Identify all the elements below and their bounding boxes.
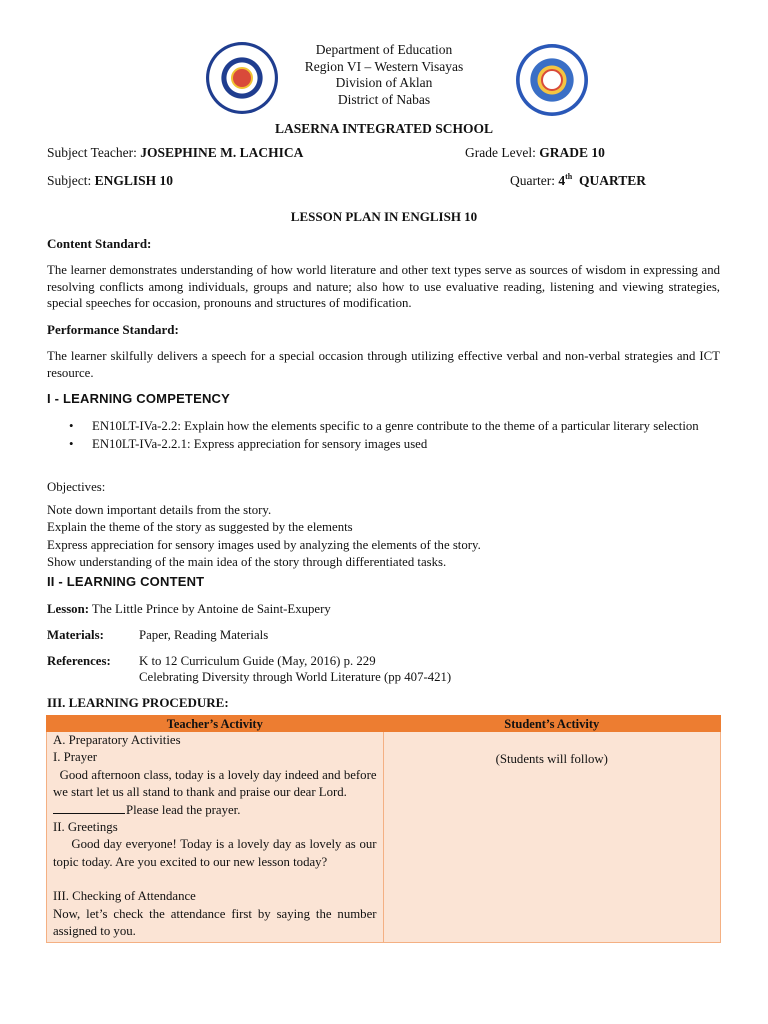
quarter-number: 4 [558,173,566,188]
greetings-title: II. Greetings [53,820,118,835]
teacher-activity-cell [47,732,384,943]
procedure-table [46,715,721,943]
objectives-list [47,502,720,572]
students-follow-text: (Students will follow) [495,752,608,767]
objective-text: Show understanding of the main idea of the story through differentiated tasks. [47,555,447,570]
attendance-text: Now, let’s check the attendance first by saying the number assigned to you. [53,906,377,939]
spacer [53,871,377,888]
header-division: Division of Aklan [335,75,433,90]
learning-competency-heading: I - LEARNING COMPETENCY [47,391,230,406]
content-standard-text: The learner demonstrates understanding of how world literature and other text types serve as sources of wisdom in expressing and resolving conflicts among individuals, groups and nature; also how to use evaluative reading, listening and viewing strategies, special speeches for occasion, pronouns and structures of modification. [47,262,720,311]
performance-standard-text: The learner skilfully delivers a speech for a special occasion through utilizing effective verbal and non-verbal strategies and ICT resource. [47,348,720,380]
school-seal-emblem [541,69,563,91]
procedure-table-header-row [47,716,721,732]
objective-item [47,519,720,537]
reference-item: K to 12 Curriculum Guide (May, 2016) p. 229 [139,654,376,668]
header-region: Region VI – Western Visayas [304,58,464,74]
learning-procedure-heading: III. LEARNING PROCEDURE: [47,695,229,710]
competency-text: EN10LT-IVa-2.2.1: Express appreciation for sensory images used [92,437,428,452]
quarter-label: Quarter: [510,173,555,188]
content-standard-section [47,236,720,312]
teacher-label: Subject Teacher: [47,145,137,160]
lesson-row [47,601,331,618]
competency-item [67,436,722,452]
teacher-value: JOSEPHINE M. LACHICA [140,145,304,160]
reference-item: Celebrating Diversity through World Literature (pp 407-421) [139,670,452,684]
procedure-table-row [47,732,721,943]
student-activity-header: Student’s Activity [383,716,720,732]
header-address [0,42,768,108]
prayer-text: Good afternoon class, today is a lovely day indeed and before we start let us all stand to thank and praise our dear Lord. [53,767,380,800]
document-header [0,40,768,120]
competency-text: EN10LT-IVa-2.2: Explain how the elements specific to a genre contribute to the theme of a particular literary selection [92,419,699,433]
quarter-suffix: th [565,172,573,181]
subject-label: Subject: [47,173,92,188]
objectives-heading: Objectives: [47,480,106,494]
performance-standard-heading: Performance Standard: [47,322,179,337]
objective-item [47,502,720,520]
objective-text: Note down important details from the story. [47,502,272,517]
school-name: LASERNA INTEGRATED SCHOOL [274,121,494,136]
prayer-title: I. Prayer [53,750,98,765]
preparatory-activities: A. Preparatory Activities [53,733,181,747]
materials-label: Materials: [47,628,104,642]
learning-content-heading: II - LEARNING CONTENT [47,574,205,589]
name-blank-line [53,804,125,814]
prayer-lead-text: Please lead the prayer. [126,802,241,817]
bullet-icon: • [69,419,74,433]
grade-label: Grade Level: [465,145,536,160]
objectives-section [47,479,720,572]
bullet-icon: • [69,437,74,452]
learning-content-heading-wrap [47,574,720,591]
competency-list [67,418,722,453]
subject-value: ENGLISH 10 [94,173,174,188]
teacher-activity-header: Teacher’s Activity [47,716,384,732]
competency-item [67,418,722,434]
objective-item [47,537,720,555]
references-row [47,653,647,689]
learning-procedure-heading-wrap [47,695,720,712]
materials-value: Paper, Reading Materials [139,628,269,642]
header-department: Department of Education [315,42,453,57]
prayer-lead-line [53,802,377,819]
content-standard-heading: Content Standard: [47,236,152,251]
header-district: District of Nabas [337,91,431,107]
learning-competency-heading-wrap [47,391,720,408]
references-label: References: [47,654,111,668]
quarter-word: QUARTER [578,173,647,188]
performance-standard-section [47,322,720,381]
lesson-value: The Little Prince by Antoine de Saint-Exupery [91,602,331,616]
attendance-title: III. Checking of Attendance [53,889,196,904]
objective-text: Express appreciation for sensory images used by analyzing the elements of the story. [47,537,481,552]
greetings-text: Good day everyone! Today is a lovely day as lovely as our topic today. Are you excited to our new lesson today? [53,837,380,869]
objective-item [47,554,720,572]
school-seal-logo [516,44,588,116]
objective-text: Explain the theme of the story as suggested by the elements [47,520,353,535]
student-activity-cell [383,732,720,943]
materials-row [47,627,647,645]
lesson-label: Lesson: [47,602,89,616]
grade-value: GRADE 10 [539,145,605,160]
lesson-title: LESSON PLAN IN ENGLISH 10 [290,209,478,224]
